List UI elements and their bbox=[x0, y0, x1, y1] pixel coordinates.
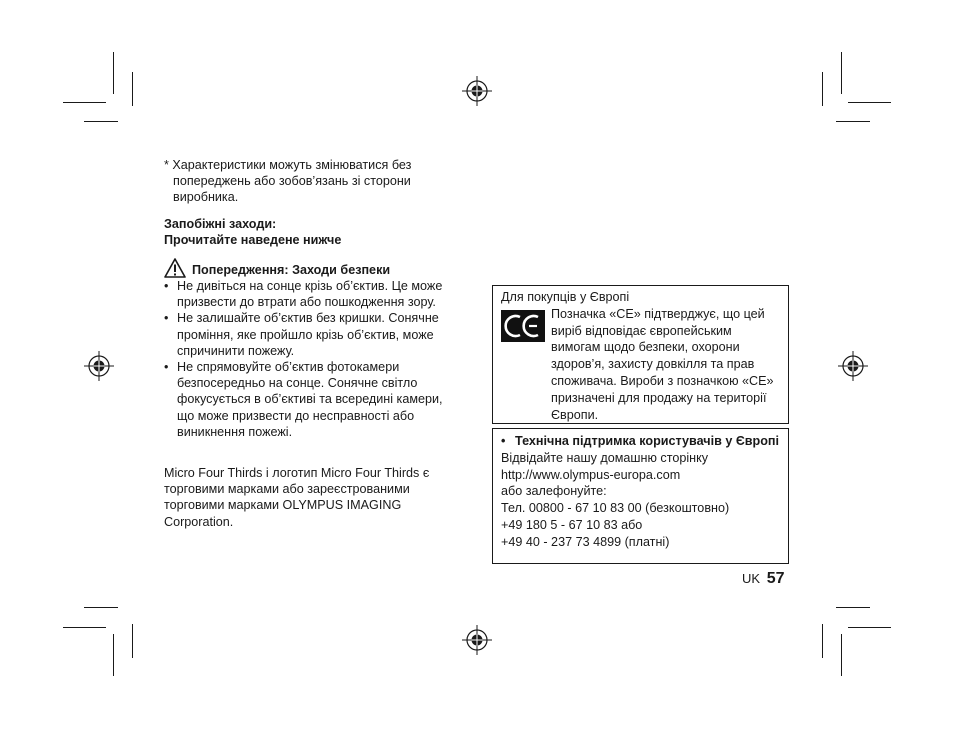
crop-mark bbox=[836, 607, 870, 608]
support-box bbox=[492, 428, 789, 564]
crop-mark bbox=[63, 627, 106, 628]
crop-mark bbox=[822, 624, 823, 658]
registration-mark-icon bbox=[84, 351, 114, 381]
crop-mark bbox=[132, 624, 133, 658]
ce-notice-box bbox=[492, 285, 789, 424]
warning-title: Попередження: Заходи безпеки bbox=[192, 262, 391, 277]
precautions-subtitle: Прочитайте наведене нижче bbox=[164, 232, 342, 247]
warning-list bbox=[164, 278, 454, 440]
page-number-value: 57 bbox=[766, 570, 785, 587]
list-item: • Не залишайте об’єктив без кришки. Сонячне проміння, яке пройшло крізь об’єктив, може спричинити пожежу. bbox=[164, 310, 454, 359]
trademark-notice: Micro Four Thirds і логотип Micro Four Thirds є торговими марками або зареєстрованими торговими марками OLYMPUS IMAGING Corporation. bbox=[164, 466, 430, 529]
crop-mark bbox=[841, 52, 842, 94]
crop-mark bbox=[848, 102, 891, 103]
support-phone: +49 180 5 - 67 10 83 або bbox=[501, 517, 643, 532]
page-language: UK bbox=[742, 571, 761, 586]
registration-mark-icon bbox=[838, 351, 868, 381]
ce-mark-icon bbox=[501, 310, 545, 342]
list-item: • Не спрямовуйте об’єктив фотокамери безпосередньо на сонце. Сонячне світло фокусується в об’єктиві та всередині камери, що може призвести до несправності або виникнення пожежі. bbox=[164, 359, 454, 440]
crop-mark bbox=[822, 72, 823, 106]
ce-text: Позначка «CE» підтверджує, що цей виріб відповідає європейським вимогам щодо безпеки, охорони здоров’я, захисту довкілля та прав споживача. Вироби з позначкою «CE» призначені для продажу на території Європи. bbox=[551, 306, 774, 422]
crop-mark bbox=[113, 634, 114, 676]
crop-mark bbox=[84, 121, 118, 122]
support-line: або залефонуйте: bbox=[501, 484, 607, 499]
crop-mark bbox=[113, 52, 114, 94]
crop-mark bbox=[841, 634, 842, 676]
warning-heading bbox=[164, 258, 454, 278]
support-heading: • Технічна підтримка користувачів у Європі bbox=[501, 433, 780, 450]
crop-mark bbox=[63, 102, 106, 103]
crop-mark bbox=[836, 121, 870, 122]
warning-triangle-icon bbox=[164, 258, 186, 278]
crop-mark bbox=[848, 627, 891, 628]
registration-mark-icon bbox=[462, 76, 492, 106]
precautions-title: Запобіжні заходи: bbox=[164, 216, 277, 231]
registration-mark-icon bbox=[462, 625, 492, 655]
support-line: Відвідайте нашу домашню сторінку bbox=[501, 450, 709, 465]
ce-heading: Для покупців у Європі bbox=[501, 290, 630, 304]
list-item: • Не дивіться на сонце крізь об’єктив. Це може призвести до втрати або пошкодження зору. bbox=[164, 278, 454, 310]
support-url: http://www.olympus-europa.com bbox=[501, 467, 681, 482]
support-phone: Тел. 00800 - 67 10 83 00 (безкоштовно) bbox=[501, 501, 730, 516]
page-number bbox=[742, 570, 784, 588]
left-column bbox=[164, 157, 454, 530]
crop-mark bbox=[132, 72, 133, 106]
spec-footnote: * Характеристики можуть змінюватися без попереджень або зобов’язань зі сторони виробника. bbox=[164, 158, 412, 205]
support-phone: +49 40 - 237 73 4899 (платні) bbox=[501, 534, 670, 549]
crop-mark bbox=[84, 607, 118, 608]
